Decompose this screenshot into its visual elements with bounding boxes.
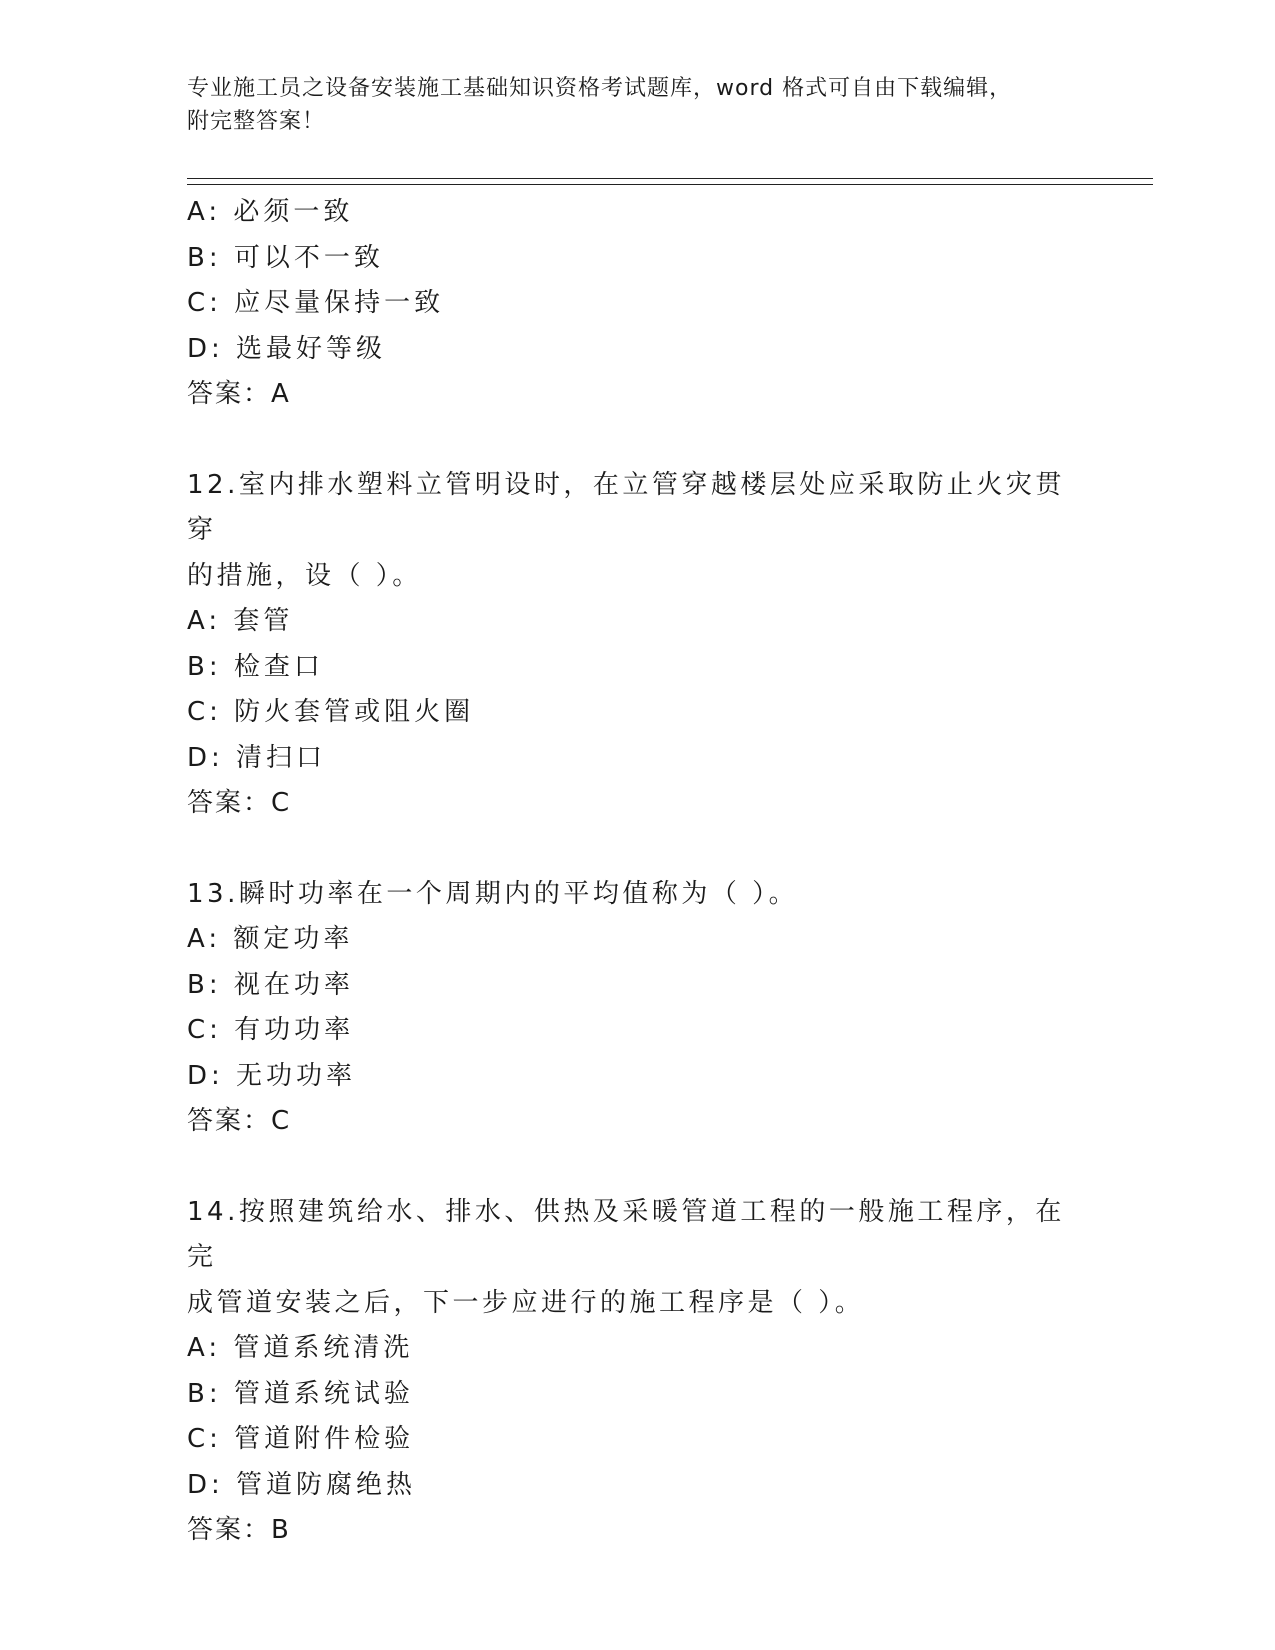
document-header xyxy=(187,72,1067,138)
answer-line: 答案：B xyxy=(187,1515,291,1545)
question-14 xyxy=(187,1190,1087,1554)
option-d: D: 管道防腐绝热 xyxy=(187,1469,417,1500)
question-stem-line-1: 12.室内排水塑料立管明设时，在立管穿越楼层处应采取防止火灾贯穿 xyxy=(187,469,1065,545)
question-stem-line-1: 13.瞬时功率在一个周期内的平均值称为（ ）。 xyxy=(187,878,799,909)
option-b: B: 检查口 xyxy=(187,651,324,682)
option-d: D: 选最好等级 xyxy=(187,333,387,364)
question-stem-line-1: 14.按照建筑给水、排水、供热及采暖管道工程的一般施工程序，在完 xyxy=(187,1196,1065,1272)
option-a: A: 套管 xyxy=(187,606,294,636)
option-b: B: 视在功率 xyxy=(187,969,354,1000)
header-line-2: 附完整答案！ xyxy=(187,109,326,134)
header-divider xyxy=(187,178,1153,185)
header-line-1: 专业施工员之设备安装施工基础知识资格考试题库，word 格式可自由下载编辑， xyxy=(187,76,1013,101)
option-c: C: 管道附件检验 xyxy=(187,1424,415,1454)
question-12 xyxy=(187,463,1087,827)
option-a: A: 管道系统清洗 xyxy=(187,1333,414,1363)
question-stem-line-2: 的措施，设（ ）。 xyxy=(187,560,422,591)
option-c: C: 防火套管或阻火圈 xyxy=(187,697,475,727)
spacer xyxy=(187,827,1087,872)
answer-line: 答案：C xyxy=(187,1106,292,1136)
option-d: D: 无功功率 xyxy=(187,1060,357,1091)
answer-line: 答案：A xyxy=(187,379,291,409)
answer-line: 答案：C xyxy=(187,788,292,818)
option-a: A: 必须一致 xyxy=(187,197,354,227)
question-11 xyxy=(187,190,1087,418)
question-13 xyxy=(187,872,1087,1145)
option-c: C: 有功功率 xyxy=(187,1015,355,1045)
option-b: B: 可以不一致 xyxy=(187,242,384,273)
option-d: D: 清扫口 xyxy=(187,742,327,773)
question-stem-line-2: 成管道安装之后，下一步应进行的施工程序是（ ）。 xyxy=(187,1287,865,1318)
spacer xyxy=(187,418,1087,463)
option-b: B: 管道系统试验 xyxy=(187,1378,414,1409)
option-a: A: 额定功率 xyxy=(187,924,354,954)
spacer xyxy=(187,1145,1087,1190)
question-list xyxy=(187,190,1087,1554)
option-c: C: 应尽量保持一致 xyxy=(187,288,445,318)
